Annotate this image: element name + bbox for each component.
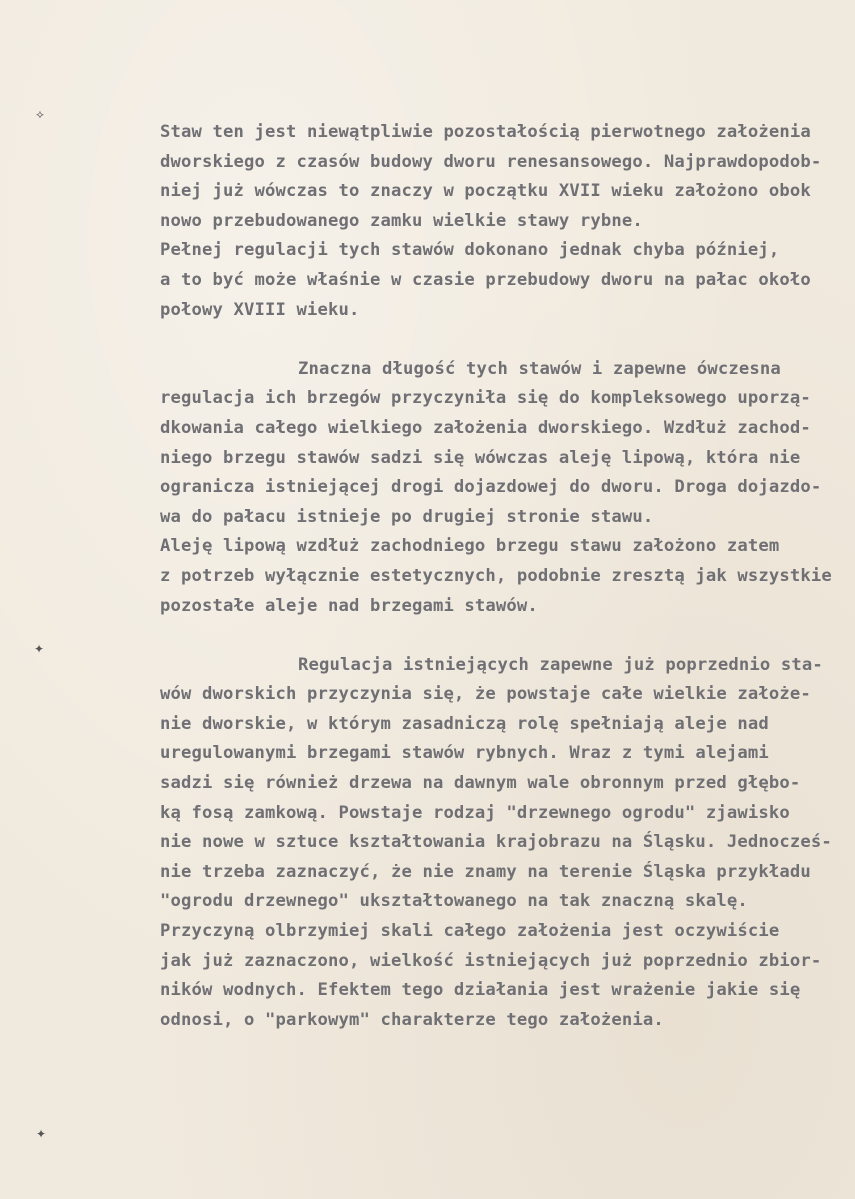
text-line: ką fosą zamkową. Powstaje rodzaj "drzewnego ogrodu" zjawisko — [160, 802, 790, 823]
text-line: nie nowe w sztuce kształtowania krajobrazu na Śląsku. Jednocześ- — [160, 832, 832, 853]
text-line: Pełnej regulacji tych stawów dokonano jednak chyba później, — [160, 240, 780, 261]
text-line: a to być może właśnie w czasie przebudowy dworu na pałac około — [160, 269, 811, 290]
paragraph-spacer — [160, 325, 840, 355]
text-line: Staw ten jest niewątpliwie pozostałością pierwotnego założenia — [160, 122, 811, 142]
punch-mark-top: ⟡ — [36, 107, 44, 121]
paragraph-2 — [160, 355, 840, 621]
text-line: nie trzeba zaznaczyć, że nie znamy na terenie Śląska przykładu — [160, 861, 811, 882]
paragraph-3 — [160, 651, 840, 1036]
text-line: ników wodnych. Efektem tego działania jest wrażenie jakie się — [160, 980, 801, 1001]
text-line: Przyczyną olbrzymiej skali całego założenia jest oczywiście — [160, 921, 780, 942]
text-line: z potrzeb wyłącznie estetycznych, podobnie zresztą jak wszystkie — [160, 565, 832, 586]
text-line: wów dworskich przyczynia się, że powstaje całe wielkie założe- — [160, 684, 811, 705]
punch-mark-bottom: ✦ — [36, 1127, 47, 1141]
text-line: "ogrodu drzewnego" ukształtowanego na tak znaczną skalę. — [160, 891, 748, 912]
text-line: nie dworskie, w którym zasadniczą rolę spełniają aleje nad — [160, 713, 769, 734]
paragraph-1 — [160, 118, 840, 325]
text-line: dworskiego z czasów budowy dworu renesansowego. Najprawdopodob- — [160, 151, 822, 172]
text-line: Aleję lipową wzdłuż zachodniego brzegu stawu założono zatem — [160, 536, 780, 557]
text-line: jak już zaznaczono, wielkość istniejących już poprzednio zbior- — [160, 950, 822, 971]
punch-mark-middle: ✦ — [34, 642, 45, 656]
paragraph-spacer — [160, 621, 840, 651]
text-line: odnosi, o "parkowym" charakterze tego założenia. — [160, 1009, 664, 1030]
text-line-indented: Znaczna długość tych stawów i zapewne ówczesna — [298, 358, 781, 379]
text-line: nowo przebudowanego zamku wielkie stawy rybne. — [160, 210, 643, 231]
text-line: niego brzegu stawów sadzi się wówczas aleję lipową, która nie — [160, 447, 801, 468]
text-line: pozostałe aleje nad brzegami stawów. — [160, 595, 538, 616]
text-line: dkowania całego wielkiego założenia dworskiego. Wzdłuż zachod- — [160, 417, 811, 438]
text-line: ogranicza istniejącej drogi dojazdowej do dworu. Droga dojazdo- — [160, 477, 822, 498]
text-line: sadzi się również drzewa na dawnym wale obronnym przed głębo- — [160, 773, 801, 794]
text-line-indented: Regulacja istniejących zapewne już poprzednio sta- — [298, 654, 823, 675]
text-line: niej już wówczas to znaczy w początku XVII wieku założono obok — [160, 181, 811, 202]
text-line: połowy XVIII wieku. — [160, 299, 360, 320]
document-body — [160, 118, 840, 1035]
text-line: regulacja ich brzegów przyczyniła się do kompleksowego uporzą- — [160, 388, 811, 409]
text-line: uregulowanymi brzegami stawów rybnych. Wraz z tymi alejami — [160, 743, 769, 764]
text-line: wa do pałacu istnieje po drugiej stronie stawu. — [160, 506, 654, 527]
